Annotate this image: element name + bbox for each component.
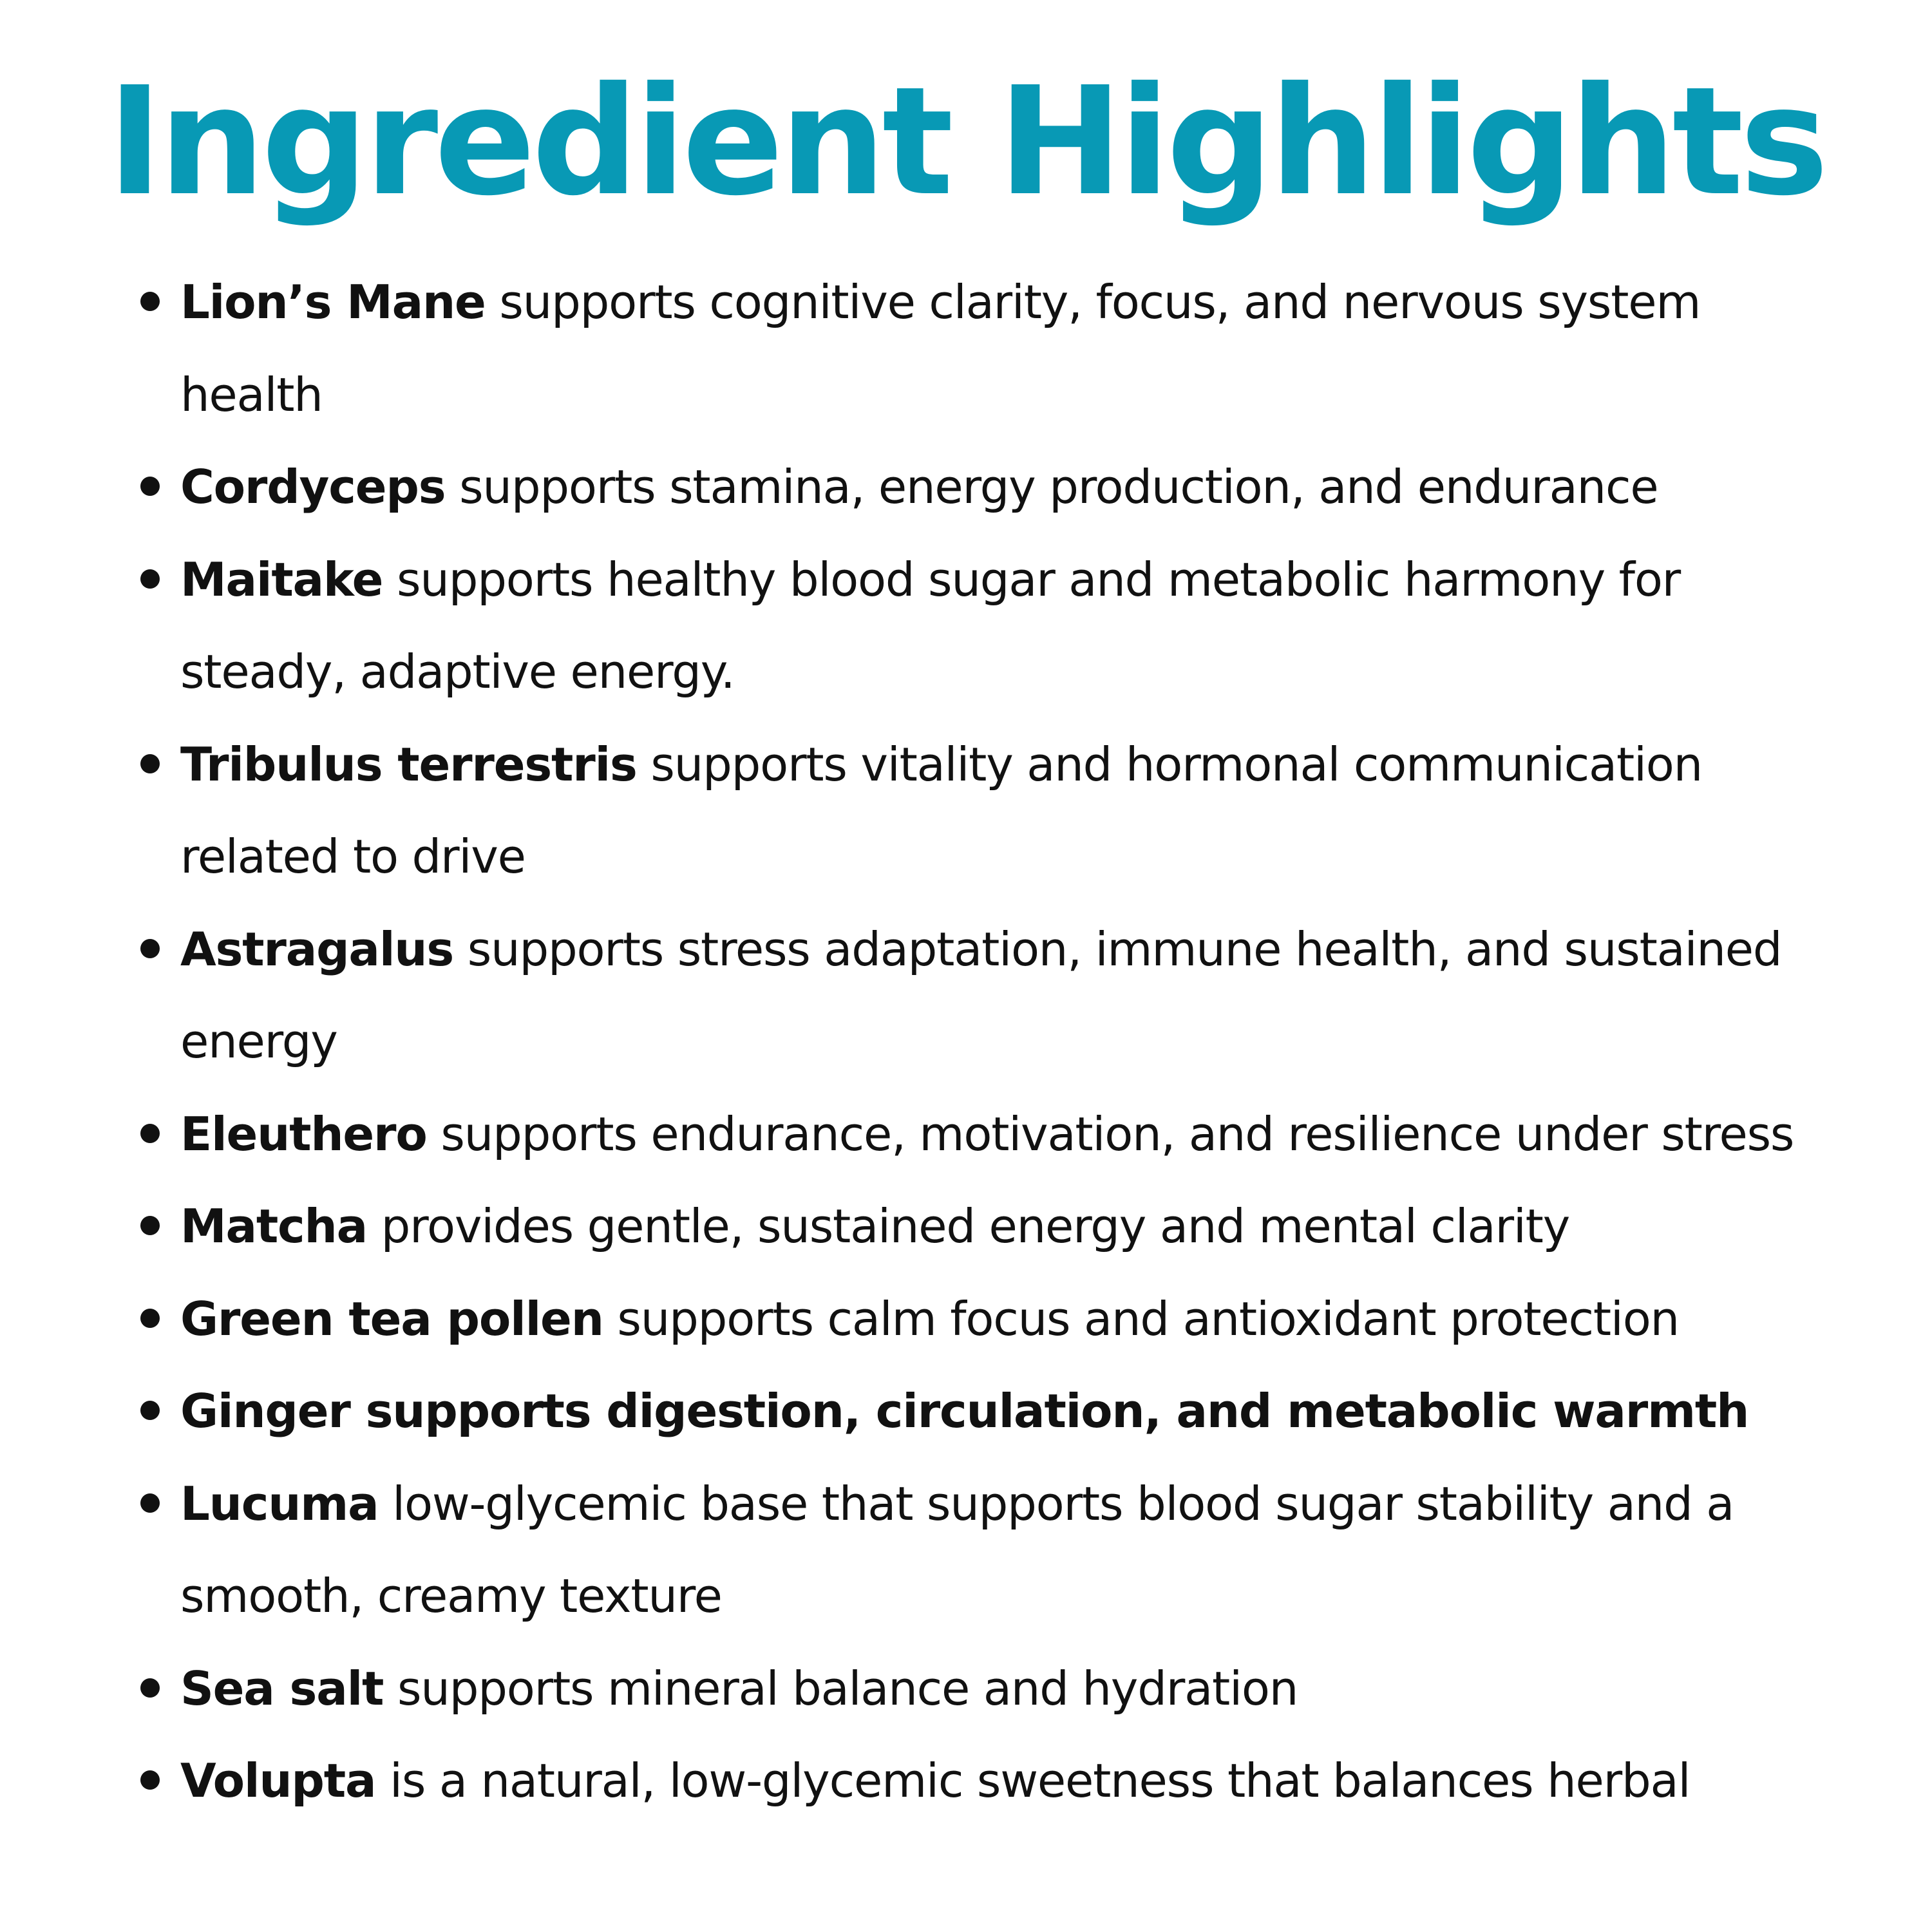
bullet-icon <box>140 292 160 311</box>
ingredient-description: supports calm focus and antioxidant protection <box>603 1291 1679 1346</box>
bullet-icon <box>140 1678 160 1698</box>
ingredient-item-green-tea-pollen <box>0 1273 1932 1366</box>
bullet-icon <box>140 1493 160 1513</box>
bullet-icon <box>140 1770 160 1790</box>
ingredient-description: is a natural, low-glycemic sweetness that balances herbal <box>375 1754 1690 1808</box>
ingredient-name: Matcha <box>180 1199 367 1253</box>
ingredient-item-lions-mane <box>0 256 1932 441</box>
ingredient-description: provides gentle, sustained energy and mental clarity <box>366 1199 1570 1253</box>
ingredient-item-cordyceps <box>0 441 1932 534</box>
ingredient-item-lucuma <box>0 1458 1932 1643</box>
ingredient-description: supports mineral balance and hydration <box>383 1661 1298 1716</box>
ingredient-name: Eleuthero <box>180 1106 427 1161</box>
ingredient-item-eleuthero <box>0 1088 1932 1181</box>
ingredient-description: supports endurance, motivation, and resilience under stress <box>426 1106 1794 1161</box>
ingredient-description: supports stamina, energy production, and endurance <box>445 460 1658 514</box>
bullet-icon <box>140 1124 160 1143</box>
ingredient-item-tribulus <box>0 719 1932 904</box>
ingredient-name: Green tea pollen <box>180 1291 603 1346</box>
ingredient-description: low-glycemic base that supports blood sugar stability and a smooth, creamy texture <box>180 1476 1734 1623</box>
bullet-icon <box>140 939 160 958</box>
ingredient-name: Cordyceps <box>180 460 446 514</box>
ingredient-name: Sea salt <box>180 1661 384 1716</box>
bullet-icon <box>140 1309 160 1328</box>
ingredient-list <box>0 256 1932 1828</box>
ingredient-name: Astragalus <box>180 922 454 976</box>
ingredient-name: Lucuma <box>180 1476 379 1531</box>
bullet-icon <box>140 1401 160 1420</box>
bullet-icon <box>140 569 160 589</box>
ingredient-name: Volupta <box>180 1754 376 1808</box>
ingredient-name: Tribulus terrestris <box>180 737 637 791</box>
ingredient-name: Maitake <box>180 552 383 607</box>
ingredient-item-astragalus <box>0 904 1932 1088</box>
ingredient-description: supports stress adaptation, immune health, and sustained energy <box>180 922 1782 1068</box>
ingredient-item-maitake <box>0 534 1932 719</box>
ingredient-item-sea-salt <box>0 1643 1932 1736</box>
bullet-icon <box>140 1216 160 1235</box>
bullet-icon <box>140 754 160 773</box>
ingredient-description: supports vitality and hormonal communication related to drive <box>180 737 1703 884</box>
ingredient-name: Lion’s Mane <box>180 275 486 329</box>
bullet-icon <box>140 477 160 496</box>
ingredient-description: supports healthy blood sugar and metabolic harmony for steady, adaptive energy. <box>180 552 1681 699</box>
ingredient-item-matcha <box>0 1180 1932 1273</box>
ingredient-item-volupta <box>0 1735 1932 1828</box>
page-title: Ingredient Highlights <box>107 55 1825 229</box>
ingredient-name: Ginger supports digestion, circulation, and metabolic warmth <box>180 1384 1749 1438</box>
ingredient-description: supports cognitive clarity, focus, and nervous system health <box>180 275 1701 422</box>
ingredient-item-ginger <box>0 1365 1932 1458</box>
